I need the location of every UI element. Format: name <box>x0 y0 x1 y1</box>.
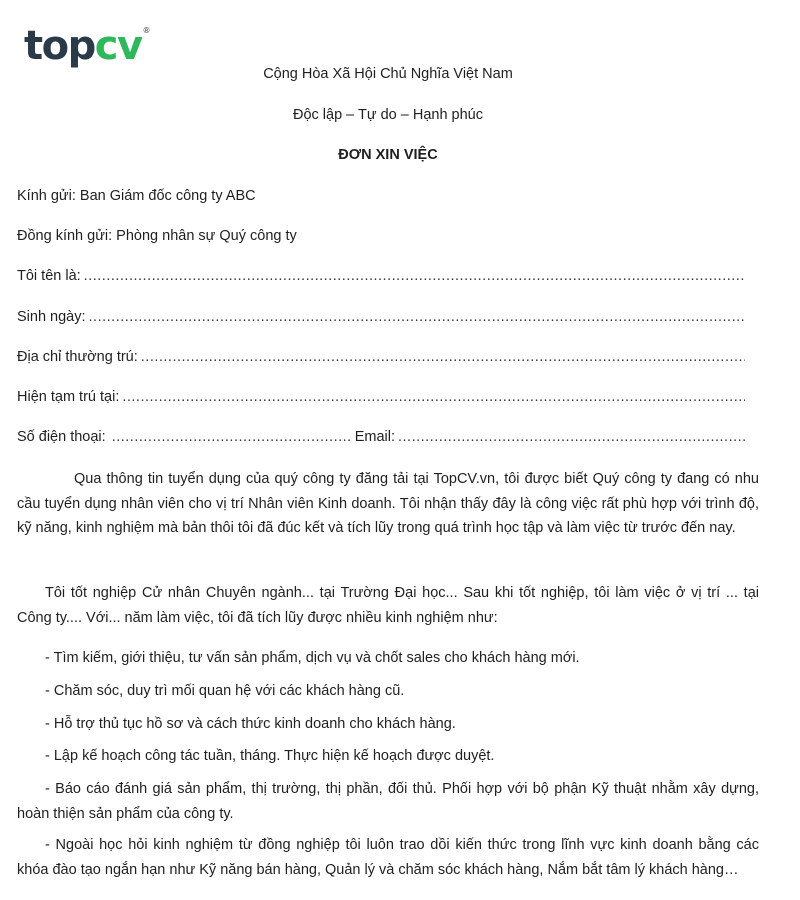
email-blank <box>398 429 745 445</box>
experience-item: - Hỗ trợ thủ tục hồ sơ và cách thức kinh doanh cho khách hàng. <box>45 716 456 732</box>
experience-item: - Ngoài học hỏi kinh nghiệm từ đồng nghiệp tôi luôn trao dồi kiến thức trong lĩnh vực kinh doanh bằng các khóa đào tạo ngắn hạn như Kỹ năng bán hàng, Quản lý và chăm sóc khách hàng, Nắm bắt tâm lý khách hàng… <box>17 837 759 878</box>
name-field <box>17 268 745 284</box>
contact-field <box>17 429 745 445</box>
name-label: Tôi tên là: <box>17 268 81 284</box>
temp-address-field <box>17 389 745 405</box>
experience-item: - Tìm kiếm, giới thiệu, tư vấn sản phẩm, dịch vụ và chốt sales cho khách hàng mới. <box>45 650 580 666</box>
logo-text-cv: cv <box>94 23 142 69</box>
education-paragraph: Tôi tốt nghiệp Cử nhân Chuyên ngành... tại Trường Đại học... Sau khi tốt nghiệp, tôi làm việc ở vị trí ... tại Công ty.... Với... năm làm việc, tôi đã tích lũy được nhiều kinh nghiệm như: <box>17 585 759 626</box>
phone-label: Số điện thoại: <box>17 429 106 445</box>
name-blank <box>84 268 745 284</box>
dob-label: Sinh ngày: <box>17 309 86 325</box>
temp-address-blank <box>122 389 745 405</box>
experience-item: - Báo cáo đánh giá sản phẩm, thị trường, thị phần, đối thủ. Phối hợp với bộ phận Kỹ thuật nhằm xây dựng, hoàn thiện sản phẩm của công ty. <box>17 781 759 822</box>
intro-paragraph: Qua thông tin tuyển dụng của quý công ty đăng tải tại TopCV.vn, tôi được biết Quý công ty đang có nhu cầu tuyển dụng nhân viên cho vị trí Nhân viên Kinh doanh. Tôi nhận thấy đây là công việc rất phù hợp với trình độ, kỹ năng, kinh nghiệm mà bản thôi tôi đã đúc kết và tích lũy trong quá trình học tập và làm việc từ trước đến nay. <box>17 471 759 536</box>
dob-blank <box>89 309 745 325</box>
cc-recipient-line: Đồng kính gửi: Phòng nhân sự Quý công ty <box>17 228 297 244</box>
experience-item: - Lập kế hoạch công tác tuần, tháng. Thực hiện kế hoạch được duyệt. <box>45 748 495 764</box>
recipient-line: Kính gửi: Ban Giám đốc công ty ABC <box>17 188 256 204</box>
address-field <box>17 349 745 365</box>
registered-mark: ® <box>142 26 151 35</box>
email-label: Email: <box>354 429 395 445</box>
logo-text-top: top <box>24 23 95 69</box>
temp-address-label: Hiện tạm trú tại: <box>17 389 120 405</box>
topcv-logo <box>24 23 151 69</box>
address-label: Địa chỉ thường trú: <box>17 349 138 365</box>
address-blank <box>141 349 745 365</box>
experience-item: - Chăm sóc, duy trì mối quan hệ với các khách hàng cũ. <box>45 683 405 699</box>
national-title: Cộng Hòa Xã Hội Chủ Nghĩa Việt Nam <box>263 66 513 82</box>
dob-field <box>17 309 745 325</box>
national-motto: Độc lập – Tự do – Hạnh phúc <box>292 107 483 123</box>
document-title: ĐƠN XIN VIỆC <box>338 147 438 163</box>
phone-blank <box>112 429 352 445</box>
